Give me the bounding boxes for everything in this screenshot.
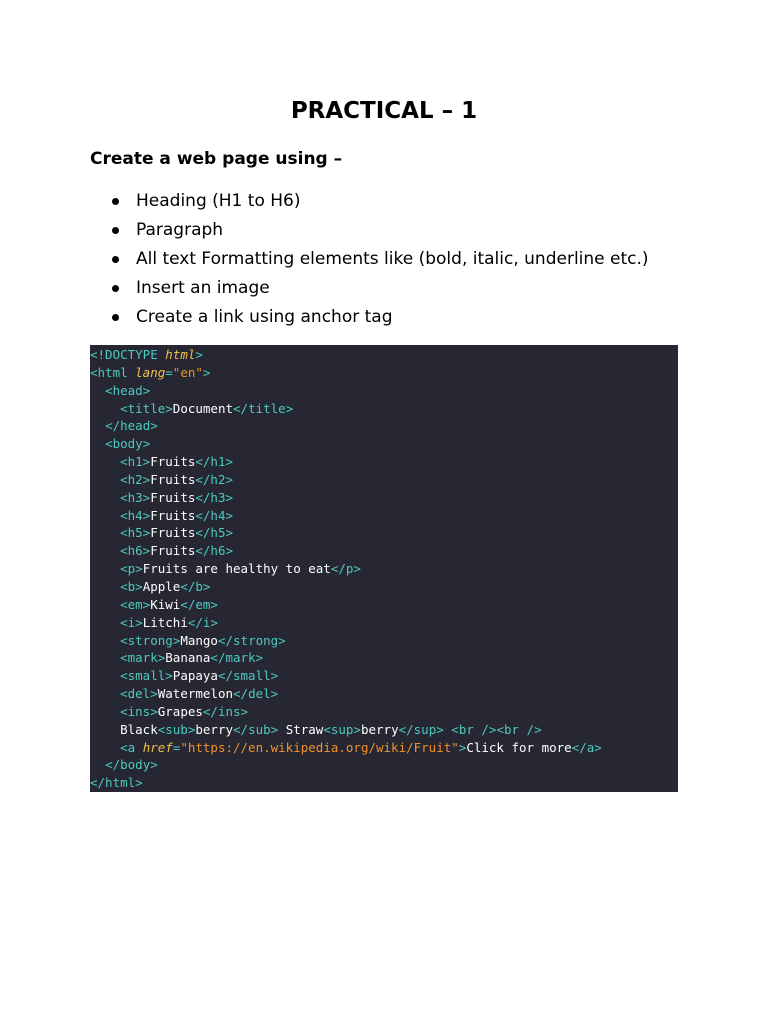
code-text (90, 490, 120, 505)
code-tag: <title> (120, 400, 173, 416)
code-text (90, 525, 120, 540)
code-line (90, 382, 678, 400)
code-string: "en" (172, 364, 203, 380)
code-text: Fruits (150, 454, 196, 470)
code-text (90, 436, 105, 451)
code-tag: <sub> (157, 721, 196, 737)
code-line (90, 756, 678, 774)
code-text: Grapes (157, 703, 203, 719)
code-tag: <br /> (451, 721, 497, 737)
code-tag: <h6> (120, 543, 151, 559)
code-tag: </body> (105, 757, 158, 773)
code-tag: <p> (120, 561, 143, 577)
code-tag: </small> (217, 668, 279, 684)
bullet-icon (112, 198, 119, 205)
code-tag: <mark> (120, 650, 166, 666)
list-item-text: All text Formatting elements like (bold, italic, underline etc.) (136, 249, 649, 269)
code-text: Click for more (466, 739, 572, 755)
code-line (90, 721, 678, 739)
code-text: Fruits (150, 543, 196, 559)
code-text: Fruits (150, 471, 196, 487)
code-tag: <small> (120, 668, 173, 684)
bullet-icon (112, 256, 119, 263)
code-text (90, 704, 120, 719)
code-tag: = (165, 364, 173, 380)
code-text (90, 615, 120, 630)
code-text: Apple (142, 578, 181, 594)
list-item-text: Create a link using anchor tag (136, 307, 393, 327)
code-text (90, 454, 120, 469)
code-line (90, 774, 678, 792)
code-text (90, 740, 120, 755)
code-line (90, 578, 678, 596)
code-text: Banana (165, 650, 211, 666)
code-tag: </i> (187, 614, 218, 630)
code-tag: <a (120, 739, 143, 755)
section-subtitle: Create a web page using – (90, 149, 343, 169)
list-item-text: Paragraph (136, 220, 224, 240)
list-item (0, 188, 649, 217)
code-tag: <html (90, 364, 136, 380)
list-item (0, 304, 649, 333)
code-line (90, 596, 678, 614)
code-tag: </title> (233, 400, 294, 416)
code-tag: </h2> (195, 471, 234, 487)
code-line (90, 507, 678, 525)
code-text (90, 543, 120, 558)
code-line (90, 542, 678, 560)
code-text: Fruits (150, 525, 196, 541)
code-block (90, 345, 678, 792)
code-text (90, 561, 120, 576)
code-tag: </b> (180, 578, 211, 594)
code-text (90, 401, 120, 416)
code-tag: <b> (120, 578, 143, 594)
code-tag: > (458, 739, 467, 755)
code-tag: <strong> (120, 632, 181, 648)
code-line (90, 632, 678, 650)
code-text: berry (195, 721, 234, 737)
code-line (90, 524, 678, 542)
code-text (90, 757, 105, 772)
code-text: berry (360, 721, 399, 737)
code-text (90, 579, 120, 594)
list-item (0, 275, 649, 304)
code-line (90, 739, 678, 757)
code-tag: <ins> (120, 703, 158, 719)
code-text: Fruits are healthy to eat (142, 561, 331, 577)
code-attribute: href (142, 739, 173, 755)
code-tag: </em> (180, 596, 218, 612)
code-text (90, 383, 105, 398)
code-line (90, 364, 678, 382)
code-tag: </h6> (195, 543, 234, 559)
code-tag: <head> (105, 382, 151, 398)
code-tag: <body> (105, 436, 151, 452)
code-tag: > (195, 347, 203, 362)
code-text (90, 633, 120, 648)
bullet-icon (112, 314, 119, 321)
code-text: Straw (278, 721, 324, 737)
list-item-text: Insert an image (136, 278, 270, 298)
code-tag: </h5> (195, 525, 234, 541)
code-tag: </h4> (195, 507, 234, 523)
code-attribute: html (165, 347, 196, 362)
code-tag: <sup> (323, 721, 361, 737)
code-line (90, 685, 678, 703)
code-text: Black (90, 721, 158, 737)
code-tag: </h1> (195, 454, 234, 470)
code-lines (90, 345, 678, 792)
code-tag: </strong> (217, 632, 286, 648)
code-line (90, 346, 678, 364)
code-tag: = (172, 739, 181, 755)
code-tag: </mark> (210, 650, 264, 666)
list-item-text: Heading (H1 to H6) (136, 191, 301, 211)
code-text: Litchi (142, 614, 188, 630)
code-line (90, 703, 678, 721)
code-line (90, 435, 678, 453)
code-line (90, 400, 678, 418)
page-title: PRACTICAL – 1 (290, 98, 478, 124)
code-line (90, 453, 678, 471)
list-item (0, 217, 649, 246)
code-string: "https://en.wikipedia.org/wiki/Fruit" (180, 739, 459, 755)
code-text (90, 668, 120, 683)
code-tag: <h4> (120, 507, 151, 523)
bullet-icon (112, 227, 119, 234)
code-line (90, 667, 678, 685)
code-tag: </p> (330, 561, 361, 577)
code-tag: </ins> (202, 703, 249, 719)
code-text (90, 508, 120, 523)
code-text (90, 597, 120, 612)
code-line (90, 417, 678, 435)
bullet-icon (112, 285, 119, 292)
code-tag: <del> (120, 686, 158, 702)
code-attribute: lang (135, 364, 166, 380)
requirements-list (0, 188, 649, 333)
code-tag: </html> (90, 775, 143, 791)
code-text: Mango (180, 632, 218, 648)
code-tag: </sup> (398, 721, 444, 737)
code-text: Kiwi (150, 596, 181, 612)
code-tag: <br /> (496, 721, 542, 737)
code-tag: </h3> (195, 489, 234, 505)
code-tag: </del> (233, 686, 279, 702)
code-text (90, 686, 120, 701)
code-text: Watermelon (157, 686, 234, 702)
code-tag: <h3> (120, 489, 151, 505)
code-text (90, 650, 120, 665)
code-tag: > (202, 364, 211, 380)
code-tag: <h5> (120, 525, 151, 541)
code-tag: <em> (120, 596, 151, 612)
code-line (90, 489, 678, 507)
code-text: Papaya (172, 668, 218, 684)
code-tag: <!DOCTYPE (90, 347, 166, 362)
code-line (90, 649, 678, 667)
code-line (90, 560, 678, 578)
code-text: Fruits (150, 489, 196, 505)
list-item (0, 246, 649, 275)
code-tag: <h2> (120, 471, 151, 487)
code-tag: </sub> (233, 721, 279, 737)
code-tag: <h1> (120, 454, 151, 470)
code-text: Document (172, 400, 234, 416)
code-tag: </a> (571, 739, 602, 755)
code-tag: </head> (105, 418, 158, 434)
code-text (90, 418, 105, 433)
code-line (90, 471, 678, 489)
code-text: Fruits (150, 507, 196, 523)
code-line (90, 614, 678, 632)
code-tag: <i> (120, 614, 143, 630)
code-text (90, 472, 120, 487)
